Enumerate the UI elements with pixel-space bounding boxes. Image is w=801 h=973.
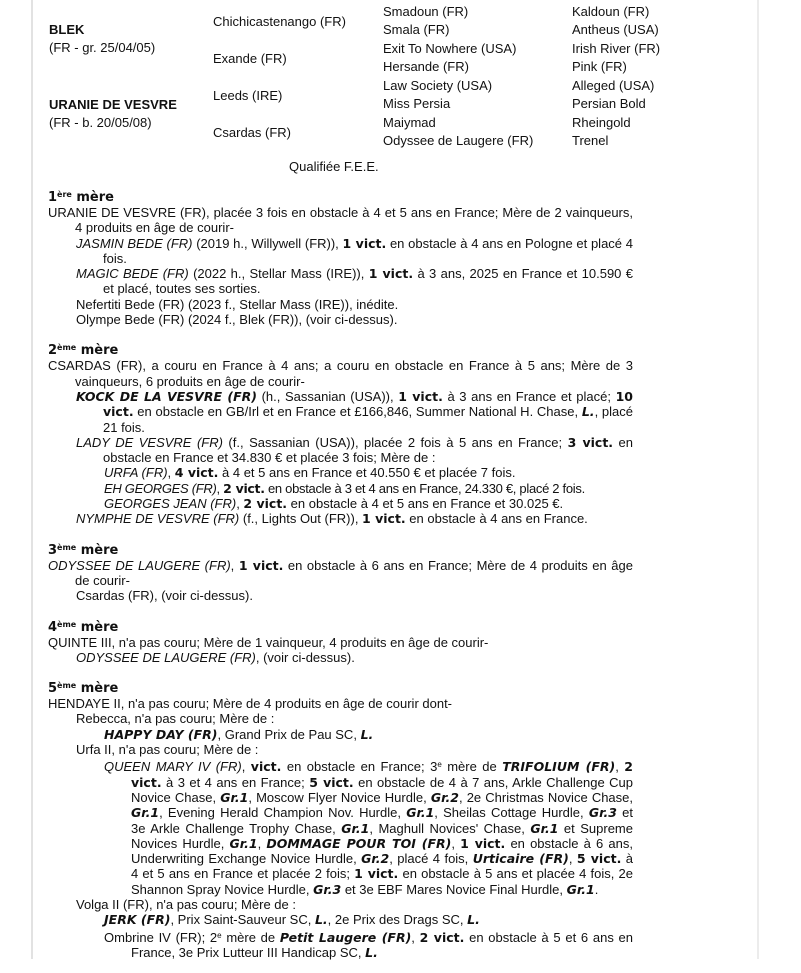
- gen2-ancestor: Exande (FR): [213, 51, 287, 66]
- qualification-note: Qualifiée F.E.E.: [289, 159, 379, 174]
- section-heading: 5ème mère: [48, 681, 119, 697]
- produce-entry: KOCK DE LA VESVRE (FR) (h., Sassanian (USA)), 1 vict. à 3 ans en France et placé; 10 vict. en obstacle en GB/Irl et en France et £166,846, Summer National H. Chase, L., placé 21 fois.: [76, 388, 633, 435]
- produce-entry: EH GEORGES (FR), 2 vict. en obstacle à 3 et 4 ans en France, 24.330 €, placé 2 fois.: [104, 480, 585, 496]
- section-4th-dam: [48, 617, 633, 666]
- produce-entry: Urfa II, n'a pas couru; Mère de :: [76, 742, 259, 758]
- produce-entry: NYMPHE DE VESVRE (FR) (f., Lights Out (FR)), 1 vict. en obstacle à 4 ans en France.: [76, 511, 588, 527]
- gen3-ancestor: Law Society (USA): [383, 78, 493, 93]
- gen2-ancestor: Chichicastenango (FR): [213, 14, 346, 29]
- gen3-ancestor: Smadoun (FR): [383, 4, 469, 19]
- sire-name: BLEK: [49, 22, 85, 37]
- gen4-ancestor: Irish River (FR): [572, 41, 661, 56]
- section-3rd-dam: [48, 540, 633, 604]
- gen3-ancestor: Smala (FR): [383, 22, 450, 37]
- gen4-ancestor: Antheus (USA): [572, 22, 659, 37]
- gen4-ancestor: Persian Bold: [572, 96, 646, 111]
- gen2-ancestor: Csardas (FR): [213, 125, 292, 140]
- dam-intro: ODYSSEE DE LAUGERE (FR), 1 vict. en obstacle à 6 ans en France; Mère de 4 produits en âge de courir-: [48, 557, 633, 588]
- gen3-ancestor: Odyssee de Laugere (FR): [383, 133, 534, 148]
- sire-details: (FR - gr. 25/04/05): [49, 40, 156, 55]
- pedigree-table: [0, 0, 801, 160]
- dam-intro: URANIE DE VESVRE (FR), placée 3 fois en obstacle à 4 et 5 ans en France; Mère de 2 vainqueurs, 4 produits en âge de courir-: [48, 205, 633, 236]
- dam-intro: CSARDAS (FR), a couru en France à 4 ans; a couru en obstacle en France à 5 ans; Mère de 3 vainqueurs, 6 produits en âge de courir-: [48, 358, 633, 389]
- gen4-ancestor: Trenel: [572, 133, 609, 148]
- produce-entry: GEORGES JEAN (FR), 2 vict. en obstacle à 4 et 5 ans en France et 30.025 €.: [104, 496, 564, 512]
- produce-entry: Olympe Bede (FR) (2024 f., Blek (FR)), (voir ci-dessus).: [76, 312, 398, 328]
- produce-entry: MAGIC BEDE (FR) (2022 h., Stellar Mass (IRE)), 1 vict. à 3 ans, 2025 en France et 10.590 € et placé, toutes ses sorties.: [76, 266, 633, 297]
- gen3-ancestor: Miss Persia: [383, 96, 451, 111]
- dam-details: (FR - b. 20/05/08): [49, 115, 152, 130]
- produce-entry: Volga II (FR), n'a pas couru; Mère de :: [76, 896, 296, 912]
- maternal-line: [48, 187, 633, 973]
- produce-entry: HAPPY DAY (FR), Grand Prix de Pau SC, L.: [104, 726, 374, 742]
- dam-name: URANIE DE VESVRE: [49, 97, 177, 112]
- section-5th-dam: [48, 678, 633, 960]
- produce-entry: Nefertiti Bede (FR) (2023 f., Stellar Mass (IRE)), inédite.: [76, 296, 399, 312]
- gen2-ancestor: Leeds (IRE): [213, 88, 283, 103]
- gen3-ancestor: Maiymad: [383, 115, 436, 130]
- section-2nd-dam: [48, 340, 633, 526]
- produce-entry: URFA (FR), 4 vict. à 4 et 5 ans en France et 40.550 € et placée 7 fois.: [104, 465, 516, 481]
- produce-entry: Csardas (FR), (voir ci-dessus).: [76, 588, 253, 604]
- section-heading: 3ème mère: [48, 542, 119, 558]
- gen3-ancestor: Exit To Nowhere (USA): [383, 41, 517, 56]
- gen4-ancestor: Kaldoun (FR): [572, 4, 650, 19]
- dam-intro: QUINTE III, n'a pas couru; Mère de 1 vainqueur, 4 produits en âge de courir-: [48, 634, 489, 650]
- produce-entry: JERK (FR), Prix Saint-Sauveur SC, L., 2e Prix des Drags SC, L.: [104, 912, 480, 928]
- gen3-ancestor: Hersande (FR): [383, 59, 469, 74]
- gen4-ancestor: Rheingold: [572, 115, 631, 130]
- produce-entry: JASMIN BEDE (FR) (2019 h., Willywell (FR)), 1 vict. en obstacle à 4 ans en Pologne et placé 4 fois.: [76, 235, 633, 266]
- produce-entry: ODYSSEE DE LAUGERE (FR), (voir ci-dessus).: [76, 649, 355, 665]
- produce-entry: Ombrine IV (FR); 2e mère de Petit Laugere (FR), 2 vict. en obstacle à 5 et 6 ans en France, 3e Prix Lutteur III Handicap SC, L.: [104, 929, 634, 960]
- gen4-ancestor: Pink (FR): [572, 59, 627, 74]
- produce-entry: LADY DE VESVRE (FR) (f., Sassanian (USA)), placée 2 fois à 5 ans en France; 3 vict. en obstacle en France et 34.830 € et placée 3 fois; Mère de :: [76, 434, 633, 466]
- section-heading: 1ère mère: [48, 190, 114, 205]
- produce-entry: QUEEN MARY IV (FR), vict. en obstacle en France; 3e mère de TRIFOLIUM (FR), 2 vict. à 3 et 4 ans en France; 5 vict. en obstacle de 4 à 7 ans, Arkle Challenge Cup Novice Chase, Gr.1, Moscow Flyer Novice Hurdle, Gr.2, 2e Christmas Novice Chase, Gr.1, Evening Herald Champion Nov. Hurdle, Gr.1, Sheilas Cottage Hurdle, Gr.3 et 3e Arkle Challenge Trophy Chase, Gr.1, Maghull Novices' Chase, Gr.1 et Supreme Novices Hurdle, Gr.1, DOMMAGE POUR TOI (FR), 1 vict. en obstacle à 6 ans, Underwriting Exchange Novice Hurdle, Gr.2, placé 4 fois, Urticaire (FR), 5 vict. à 4 et 5 ans en France et placée 2 fois; 1 vict. en obstacle à 5 ans et placée 4 fois, 2e Shannon Spray Novice Hurdle, Gr.3 et 3e EBF Mares Novice Final Hurdle, Gr.1.: [104, 759, 634, 897]
- section-1st-dam: [48, 187, 633, 327]
- produce-entry: Rebecca, n'a pas couru; Mère de :: [76, 711, 275, 727]
- section-heading: 2ème mère: [48, 343, 119, 359]
- section-heading: 4ème mère: [48, 619, 119, 635]
- gen4-ancestor: Alleged (USA): [572, 78, 655, 93]
- dam-intro: HENDAYE II, n'a pas couru; Mère de 4 produits en âge de courir dont-: [48, 696, 453, 712]
